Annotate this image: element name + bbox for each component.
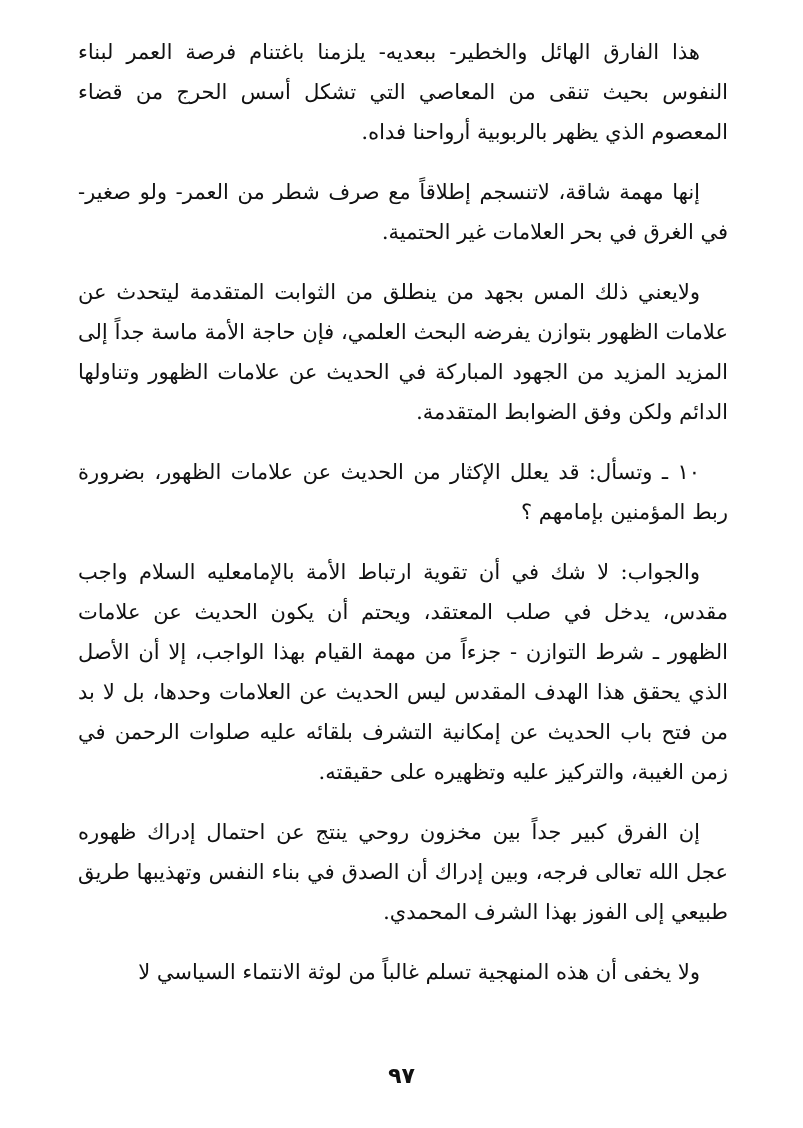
body-text [78, 32, 728, 992]
paragraph-1: هذا الفارق الهائل والخطير- ببعديه- يلزمنا باغتنام فرصة العمر لبناء النفوس بحيث تنقى من المعاصي التي تشكل أسس الحرج من قضاء المعصوم الذي يظهر بالربوبية أرواحنا فداه. [78, 40, 728, 144]
paragraph-6: إن الفرق كبير جداً بين مخزون روحي ينتج عن احتمال إدراك ظهوره عجل الله تعالى فرجه، وبين إدراك أن الصدق في بناء النفس وتهذيبها طريق طبيعي إلى الفوز بهذا الشرف المحمدي. [78, 820, 728, 924]
paragraph-3: ولايعني ذلك المس بجهد من ينطلق من الثوابت المتقدمة ليتحدث عن علامات الظهور بتوازن يفرضه البحث العلمي، فإن حاجة الأمة ماسة جداً إلى المزيد المزيد من الجهود المباركة في الحديث عن علامات الظهور وتناولها الدائم ولكن وفق الضوابط المتقدمة. [78, 280, 728, 424]
page-number: ٩٧ [388, 1064, 415, 1089]
paragraph-5-answer: والجواب: لا شك في أن تقوية ارتباط الأمة بالإمام‏عليه السلام واجب مقدس، يدخل في صلب المعتقد، ويحتم أن يكون الحديث عن علامات الظهور ـ شرط التوازن - جزءاً من مهمة القيام بهذا الواجب، إلا أن الأصل الذي يحقق هذا الهدف المقدس ليس الحديث عن العلامات وحدها، بل لا بد من فتح باب الحديث عن إمكانية التشرف بلقائه عليه صلوات الرحمن في زمن الغيبة، والتركيز عليه وتظهيره على حقيقته. [78, 560, 728, 784]
paragraph-2: إنها مهمة شاقة، لاتنسجم إطلاقاً مع صرف شطر من العمر- ولو صغير- في الغرق في بحر العلامات غير الحتمية. [78, 180, 728, 244]
paragraph-4-question: ١٠ ـ وتسأل: قد يعلل الإكثار من الحديث عن علامات الظهور، بضرورة ربط المؤمنين بإمامهم ؟ [78, 460, 728, 524]
paragraph-7: ولا يخفى أن هذه المنهجية تسلم غالباً من لوثة الانتماء السياسي لا [138, 960, 700, 984]
